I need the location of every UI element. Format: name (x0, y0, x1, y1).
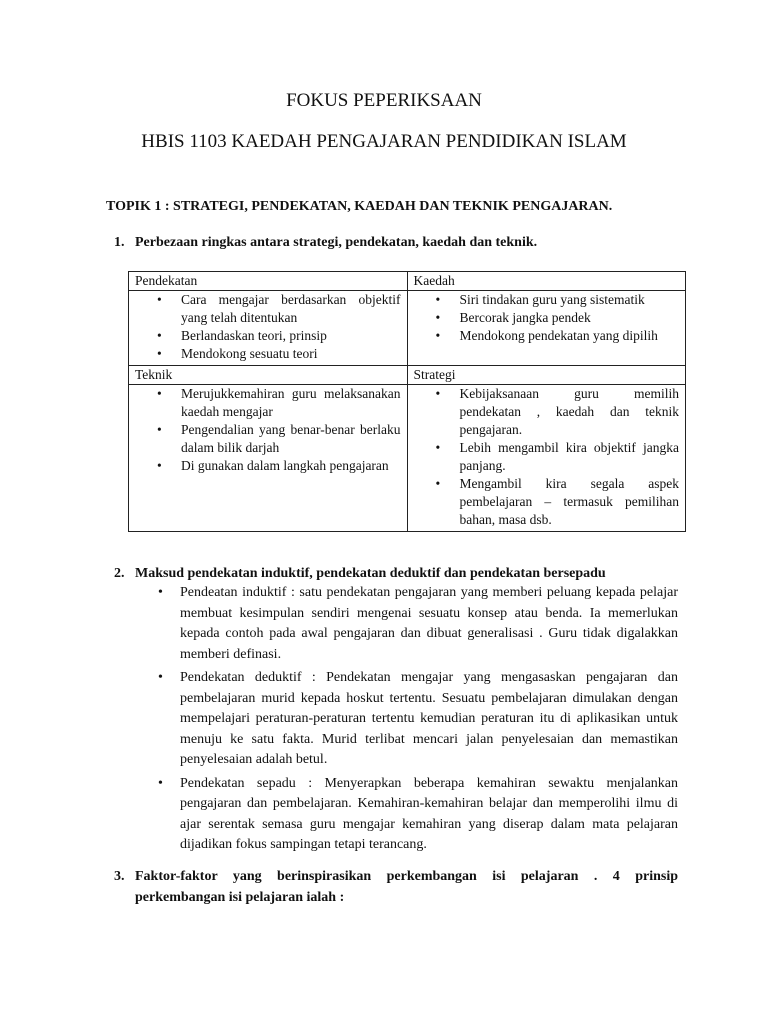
list-item: • Kebijaksanaan guru memilih pendekatan , kaedah dan teknik pengajaran. (414, 385, 680, 439)
list-item: • Pengendalian yang benar-benar berlaku dalam bilik darjah (135, 421, 401, 457)
document-title: FOKUS PEPERIKSAAN (286, 90, 482, 111)
list-item: • Bercorak jangka pendek (414, 309, 680, 327)
question-2-list (160, 583, 678, 859)
cell-teknik-label: Teknik (129, 366, 408, 385)
list-item: • Mendokong pendekatan yang dipilih (414, 327, 680, 345)
question-number: 3. (114, 869, 125, 884)
list-item: • Pendekatan deduktif : Pendekatan mengajar yang mengasaskan pengajaran dan pembelajaran murid kepada hoskut tertentu. Sesuatu pembelajaran dimulakan dengan mempelajari peraturan-peraturan tertentu kemudian peraturan itu di aplikasikan untuk menuju ke satu fakta. Murid terlibat mencari jalan penyelesaian dan memastikan penyelesaian adalah betul. (160, 668, 678, 771)
cell-teknik-items (129, 385, 408, 532)
list-item: • Pendekatan sepadu : Menyerapkan beberapa kemahiran sewaktu menjalankan pengajaran dan pembelajaran. Kemahiran-kemahiran belajar dan memperolihi ilmu di ajar serentak semasa guru mengajar kemahiran yang diserap dalam mata pelajaran dijadikan fokus sampingan tetapi terancang. (160, 774, 678, 856)
list-item: • Lebih mengambil kira objektif jangka panjang. (414, 439, 680, 475)
course-title: HBIS 1103 KAEDAH PENGAJARAN PENDIDIKAN ISLAM (141, 131, 627, 152)
cell-pendekatan-items (129, 291, 408, 366)
list-item: • Cara mengajar berdasarkan objektif yang telah ditentukan (135, 291, 401, 327)
list-item: • Di gunakan dalam langkah pengajaran (135, 457, 401, 475)
cell-kaedah-label: Kaedah (407, 272, 686, 291)
list-item: • Siri tindakan guru yang sistematik (414, 291, 680, 309)
question-text: Perbezaan ringkas antara strategi, pendekatan, kaedah dan teknik. (135, 235, 538, 250)
cell-kaedah-items (407, 291, 686, 366)
question-text-line-1: Faktor-faktor yang berinspirasikan perkembangan isi pelajaran . 4 prinsip (135, 869, 678, 884)
list-item: • Berlandaskan teori, prinsip (135, 327, 401, 345)
topic-heading: TOPIK 1 : STRATEGI, PENDEKATAN, KAEDAH DAN TEKNIK PENGAJARAN. (106, 199, 613, 214)
cell-strategi-label: Strategi (407, 366, 686, 385)
question-number: 1. (114, 235, 125, 250)
question-text: Maksud pendekatan induktif, pendekatan deduktif dan pendekatan bersepadu (135, 566, 606, 581)
cell-strategi-items (407, 385, 686, 532)
question-text-line-2: perkembangan isi pelajaran ialah : (135, 890, 345, 905)
cell-pendekatan-label: Pendekatan (129, 272, 408, 291)
list-item: • Mengambil kira segala aspek pembelajaran – termasuk pemilihan bahan, masa dsb. (414, 475, 680, 529)
list-item: • Merujukkemahiran guru melaksanakan kaedah mengajar (135, 385, 401, 421)
comparison-table (128, 271, 686, 532)
list-item: • Pendeatan induktif : satu pendekatan pengajaran yang memberi peluang kepada pelajar membuat kesimpulan sendiri mengenai sesuatu konsep atau benda. Ia memerlukan kepada contoh pada awal pengajaran dan dibuat generalisasi . Guru tidak digalakkan memberi definasi. (160, 583, 678, 665)
question-number: 2. (114, 566, 125, 581)
list-item: • Mendokong sesuatu teori (135, 345, 401, 363)
